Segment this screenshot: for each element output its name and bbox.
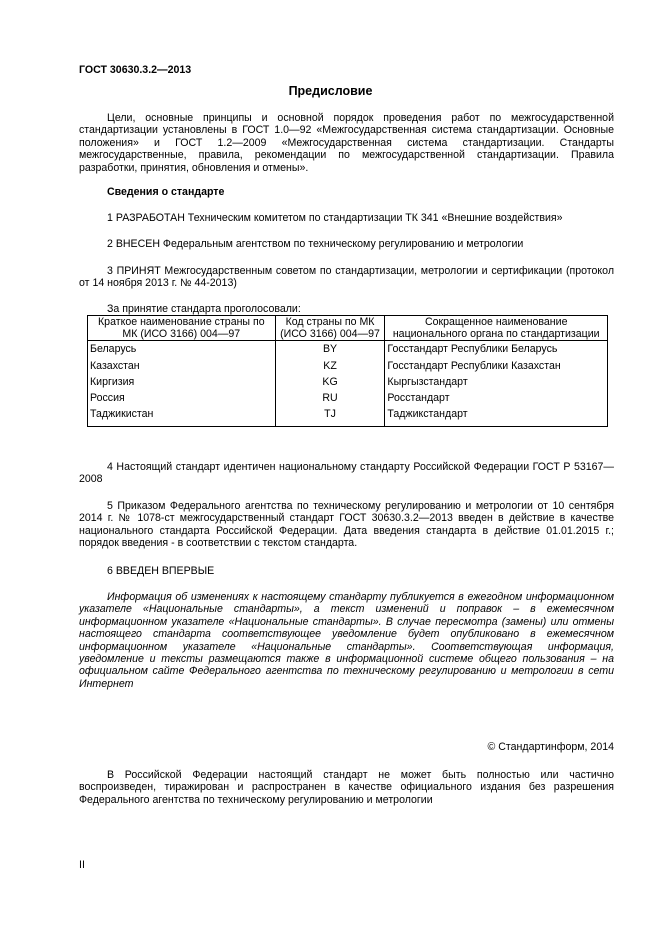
table-row xyxy=(88,341,608,359)
table-cell-country: Казахстан xyxy=(88,359,276,375)
table-cell-country: Беларусь xyxy=(88,341,276,359)
item-6: 6 ВВЕДЕН ВПЕРВЫЕ xyxy=(107,565,215,577)
table-header-country: Краткое наименование страны по МК (ИСО 3166) 004—97 xyxy=(88,316,276,341)
table-row xyxy=(88,359,608,375)
table-cell-body: Госстандарт Республики Казахстан xyxy=(385,359,608,375)
item-5: 5 Приказом Федерального агентства по техническому регулированию и метрологии от 10 сентября 2014 г. № 1078-ст межгосударственный стандарт ГОСТ 30630.3.2—2013 введен в действие в качестве национального стандарта Российской Федерации. Дата введения стандарта в действие 01.01.2015 г.; порядок введения - в соответствии с текстом стандарта. xyxy=(79,500,614,550)
table-cell-country: Киргизия xyxy=(88,375,276,391)
page-title: Предисловие xyxy=(288,84,373,98)
table-cell-body: Таджикстандарт xyxy=(385,407,608,427)
table-cell-country: Таджикистан xyxy=(88,407,276,427)
member-states-table xyxy=(87,315,608,427)
table-row xyxy=(88,375,608,391)
table-header-code: Код страны по МК (ИСО 3166) 004—97 xyxy=(275,316,385,341)
item-1: 1 РАЗРАБОТАН Техническим комитетом по стандартизации ТК 341 «Внешние воздействия» xyxy=(107,212,563,224)
table-cell-code: RU xyxy=(275,391,385,407)
item-4: 4 Настоящий стандарт идентичен национальному стандарту Российской Федерации ГОСТ Р 53167—2008 xyxy=(79,461,614,486)
table-header-row xyxy=(88,316,608,341)
table-cell-code: BY xyxy=(275,341,385,359)
table-cell-code: TJ xyxy=(275,407,385,427)
table-cell-body: Госстандарт Республики Беларусь xyxy=(385,341,608,359)
document-code: ГОСТ 30630.3.2—2013 xyxy=(79,64,192,76)
intro-paragraph: Цели, основные принципы и основной порядок проведения работ по межгосударственной стандартизации установлены в ГОСТ 1.0—92 «Межгосударственная система стандартизации. Основные положения» и ГОСТ 1.2—2009 «Межгосударственная система стандартизации. Стандарты межгосударственные, правила, рекомендации по межгосударственной стандартизации. Правила разработки, принятия, обновления и отмены». xyxy=(79,112,614,174)
table-cell-body: Кыргызстандарт xyxy=(385,375,608,391)
info-paragraph: Информация об изменениях к настоящему стандарту публикуется в ежегодном информационном указателе «Национальные стандарты», а текст изменений и поправок – в ежемесячном информационном указателе «Национальные стандарты». В случае пересмотра (замены) или отмены настоящего стандарта соответствующее уведомление будет опубликовано в ежемесячном информационном указателе «Национальные стандарты». Соответствующая информация, уведомление и тексты размещаются также в информационной системе общего пользования – на официальном сайте Федерального агентства по техническому регулированию и метрологии в сети Интернет xyxy=(79,591,614,690)
reproduction-notice: В Российской Федерации настоящий стандарт не может быть полностью или частично воспроизведен, тиражирован и распространен в качестве официального издания без разрешения Федерального агентства по техническому регулированию и метрологии xyxy=(79,769,614,806)
table-cell-code: KG xyxy=(275,375,385,391)
table-header-body: Сокращенное наименование национального органа по стандартизации xyxy=(385,316,608,341)
table-cell-code: KZ xyxy=(275,359,385,375)
table-cell-country: Россия xyxy=(88,391,276,407)
table-row xyxy=(88,391,608,407)
table-row xyxy=(88,407,608,427)
page-number: II xyxy=(79,859,85,871)
copyright: © Стандартинформ, 2014 xyxy=(487,741,614,753)
table-cell-body: Росстандарт xyxy=(385,391,608,407)
section-heading: Сведения о стандарте xyxy=(107,186,225,198)
vote-caption: За принятие стандарта проголосовали: xyxy=(107,303,301,315)
item-2: 2 ВНЕСЕН Федеральным агентством по техническому регулированию и метрологии xyxy=(107,238,524,250)
item-3: 3 ПРИНЯТ Межгосударственным советом по стандартизации, метрологии и сертификации (протокол от 14 ноября 2013 г. № 44-2013) xyxy=(79,265,614,290)
